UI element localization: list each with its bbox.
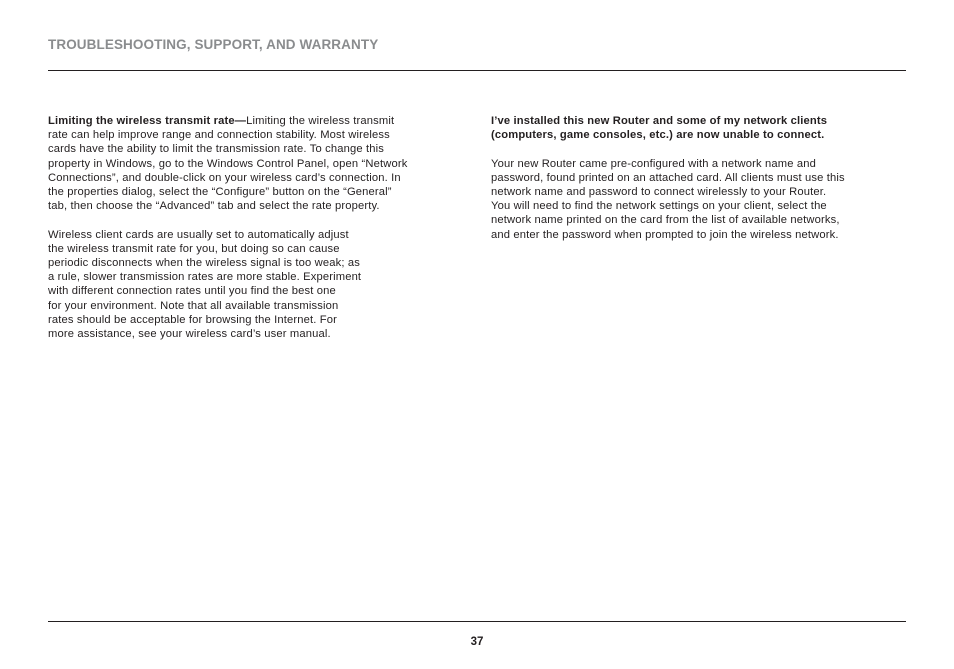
client-cards-paragraph: Wireless client cards are usually set to automatically adjust the wireless transmit rate for you, but doing so can cause periodic disconnects when the wireless signal is too weak; as a rule, slower transmission rates are more stable. Experiment with different connection rates until you find the best one for your environment. Note that all available transmission rates should be acceptable for browsing the Internet. For more assistance, see your wireless card’s user manual.: [48, 228, 362, 341]
section-title: TROUBLESHOOTING, SUPPORT, AND WARRANTY: [48, 37, 379, 52]
footer-divider: [48, 621, 906, 622]
page-number: 37: [470, 636, 484, 648]
header-divider: [48, 70, 906, 71]
right-column: [491, 114, 911, 256]
faq-question: I’ve installed this new Router and some of my network clients (computers, game consoles, etc.) are now unable to connect.: [491, 115, 828, 142]
transmit-rate-body: Limiting the wireless transmit rate can help improve range and connection stability. Most wireless cards have the ability to limit the transmission rate. To change this property in Windows, go to the Windows Control Panel, open “Network Connections”, and double-click on your wireless card’s connection. In the properties dialog, select the “Configure” button on the “General” tab, then choose the “Advanced” tab and select the rate property.: [48, 115, 408, 213]
transmit-rate-paragraph: [48, 114, 468, 213]
faq-answer: Your new Router came pre-configured with a network name and password, found printed on an attached card. All clients must use this network name and password to connect wirelessly to your Router. You will need to find the network settings on your client, select the network name printed on the card from the list of available networks, and enter the password when prompted to join the wireless network.: [491, 157, 845, 241]
transmit-rate-heading: Limiting the wireless transmit rate—: [48, 115, 247, 127]
left-column: [48, 114, 468, 355]
